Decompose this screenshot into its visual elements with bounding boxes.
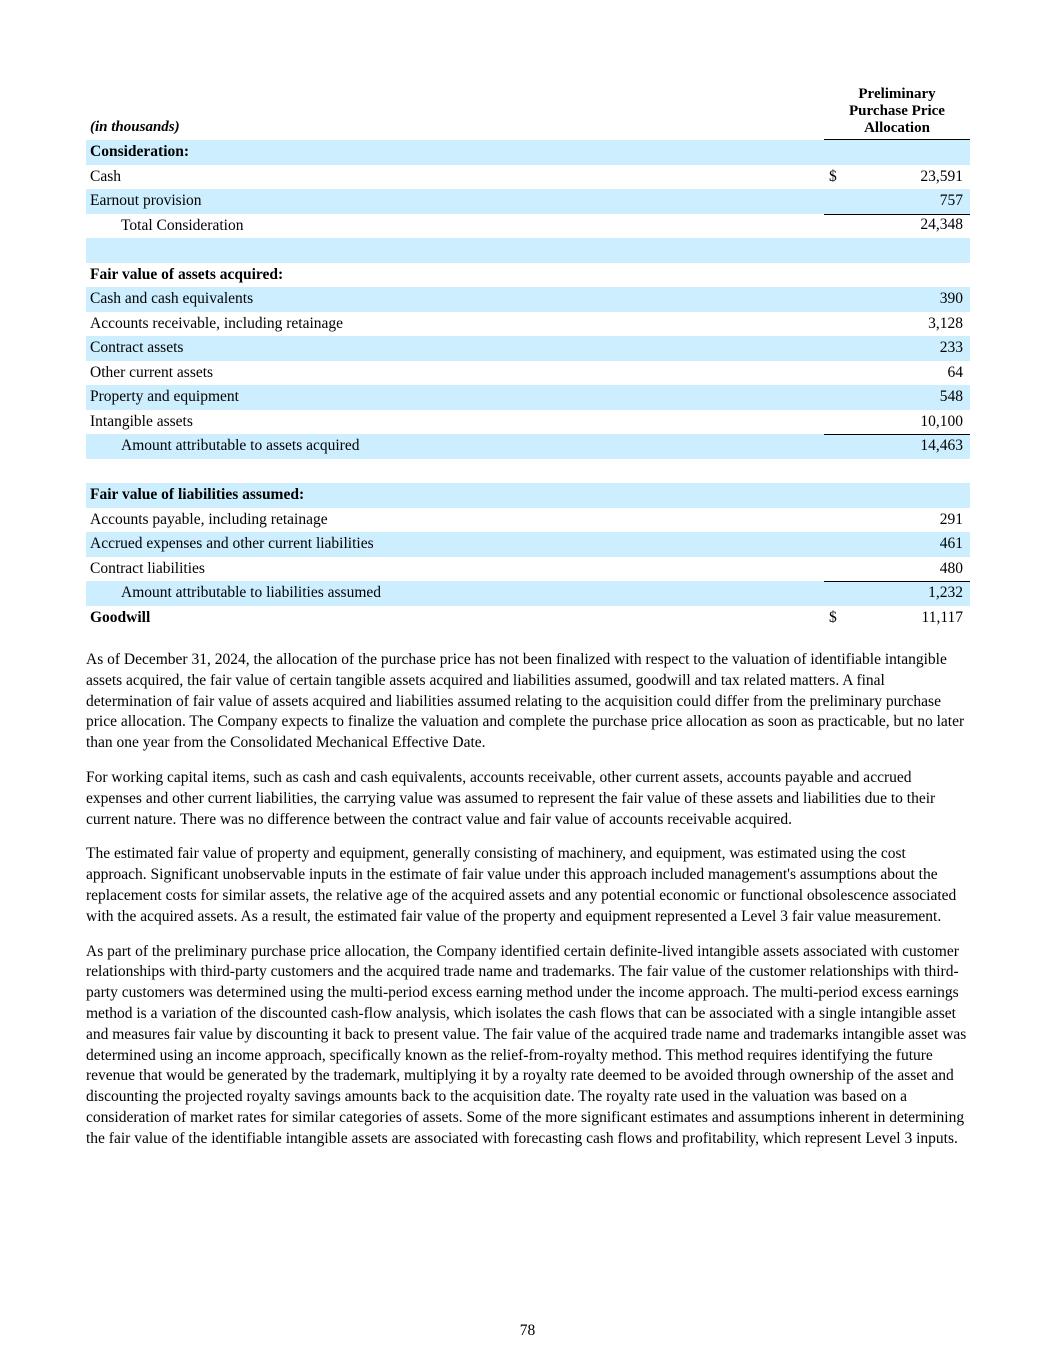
column-header-line: Preliminary bbox=[858, 86, 936, 102]
amount-value: 390 bbox=[939, 290, 963, 307]
table-row bbox=[86, 557, 970, 582]
amount-cell bbox=[824, 361, 970, 386]
row-label: Accounts payable, including retainage bbox=[90, 510, 328, 528]
amount-cell bbox=[824, 336, 970, 361]
amount-cell bbox=[824, 312, 970, 337]
document-page bbox=[86, 80, 970, 1164]
currency-symbol: $ bbox=[829, 167, 837, 185]
row-label: Amount attributable to assets acquired bbox=[121, 437, 360, 454]
table-row bbox=[86, 336, 970, 361]
row-label: Earnout provision bbox=[90, 192, 202, 209]
amount-value: 14,463 bbox=[920, 436, 963, 454]
row-label: Contract assets bbox=[90, 339, 184, 356]
table-row bbox=[86, 238, 970, 263]
amount-cell bbox=[824, 287, 970, 312]
amount-cell bbox=[824, 385, 970, 410]
table-row bbox=[86, 459, 970, 484]
paragraph: As part of the preliminary purchase price allocation, the Company identified certain definite-lived intangible assets associated with customer relationships with third-party customers and the acquired trade name and trademarks. The fair value of the customer relationships with third-party customers was determined using the multi-period excess earning method under the income approach. The multi-period excess earnings method is a variation of the discounted cash-flow analysis, which isolates the cash flows that can be associated with a single intangible asset and measures fair value by discounting it back to present value. The fair value of the acquired trade name and trademarks intangible asset was determined using an income approach, specifically known as the relief-from-royalty method. This method requires identifying the future revenue that would be generated by the trademark, multiplying it by a royalty rate deemed to be avoided through ownership of the asset and discounting the projected royalty savings amounts back to the acquisition date. The royalty rate used in the valuation was based on a consideration of market rates for similar categories of assets. Some of the more significant estimates and assumptions inherent in determining the fair value of the identifiable intangible assets are associated with forecasting cash flows and profitability, which represent Level 3 inputs. bbox=[86, 942, 967, 1147]
amount-cell bbox=[824, 140, 970, 165]
table-row bbox=[86, 214, 970, 239]
table-row bbox=[86, 410, 970, 435]
amount-cell bbox=[824, 410, 970, 435]
amount-value: 10,100 bbox=[920, 412, 963, 430]
row-label: Consideration: bbox=[90, 143, 190, 160]
amount-value: 480 bbox=[939, 559, 963, 577]
paragraph: For working capital items, such as cash and cash equivalents, accounts receivable, other current assets, accounts payable and accrued expenses and other current liabilities, the carrying value was assumed to represent the fair value of these assets and liabilities due to their current nature. There was no difference between the contract value and fair value of accounts receivable acquired. bbox=[86, 768, 936, 828]
row-label: Intangible assets bbox=[90, 412, 193, 430]
table-row bbox=[86, 385, 970, 410]
table-row bbox=[86, 606, 970, 631]
table-row bbox=[86, 532, 970, 557]
amount-value: 548 bbox=[939, 388, 963, 405]
amount-cell bbox=[824, 434, 970, 459]
amount-value: 291 bbox=[939, 510, 963, 528]
amount-value: 461 bbox=[939, 535, 963, 552]
amount-cell bbox=[824, 557, 970, 582]
amount-cell bbox=[824, 581, 970, 606]
notes-text bbox=[86, 650, 970, 1150]
amount-value: 1,232 bbox=[928, 583, 963, 601]
row-label: Fair value of assets acquired: bbox=[90, 265, 284, 283]
page-number: 78 bbox=[519, 1322, 536, 1339]
amount-cell bbox=[824, 238, 970, 263]
amount-value: 757 bbox=[939, 192, 963, 209]
amount-cell bbox=[824, 165, 970, 190]
amount-value: 233 bbox=[939, 339, 963, 356]
amount-value: 64 bbox=[947, 363, 963, 381]
column-header-allocation bbox=[824, 86, 970, 140]
amount-value: 23,591 bbox=[920, 167, 963, 185]
amount-cell bbox=[824, 459, 970, 484]
amount-cell bbox=[824, 263, 970, 288]
paragraph: The estimated fair value of property and equipment, generally consisting of machinery, and equipment, was estimated using the cost approach. Significant unobservable inputs in the estimate of fair value under this approach included management's assumptions about the replacement costs for similar assets, the relative age of the acquired assets and any potential economic or functional obsolescence associated with the acquired assets. As a result, the estimated fair value of the property and equipment represented a Level 3 fair value measurement. bbox=[86, 845, 957, 925]
allocation-table bbox=[86, 140, 970, 630]
table-header bbox=[86, 80, 970, 140]
row-label: Property and equipment bbox=[90, 388, 239, 405]
row-label: Accrued expenses and other current liabilities bbox=[90, 535, 374, 552]
currency-symbol: $ bbox=[829, 608, 837, 626]
amount-cell bbox=[824, 508, 970, 533]
column-header-line: Purchase Price bbox=[849, 103, 945, 119]
amount-value: 24,348 bbox=[920, 216, 963, 233]
row-label: Contract liabilities bbox=[90, 559, 205, 577]
amount-cell bbox=[824, 483, 970, 508]
table-row bbox=[86, 483, 970, 508]
table-row bbox=[86, 361, 970, 386]
amount-cell bbox=[824, 214, 970, 239]
row-label: Goodwill bbox=[90, 608, 151, 626]
table-row bbox=[86, 263, 970, 288]
row-label: Accounts receivable, including retainage bbox=[90, 314, 344, 332]
amount-value: 11,117 bbox=[921, 608, 963, 626]
row-label: Fair value of liabilities assumed: bbox=[90, 486, 305, 503]
amount-cell bbox=[824, 189, 970, 214]
table-row bbox=[86, 165, 970, 190]
amount-cell bbox=[824, 532, 970, 557]
paragraph: As of December 31, 2024, the allocation of the purchase price has not been finalized with respect to the valuation of identifiable intangible assets acquired, the fair value of certain tangible assets acquired and liabilities assumed, goodwill and tax related matters. A final determination of fair value of assets acquired and liabilities assumed relating to the acquisition could differ from the preliminary purchase price allocation. The Company expects to finalize the valuation and complete the purchase price allocation as soon as practicable, but no later than one year from the Consolidated Mechanical Effective Date. bbox=[86, 651, 965, 752]
table-row bbox=[86, 434, 970, 459]
table-row bbox=[86, 508, 970, 533]
column-header-line: Allocation bbox=[864, 120, 930, 136]
row-label: Other current assets bbox=[90, 363, 214, 381]
table-row bbox=[86, 189, 970, 214]
table-row bbox=[86, 287, 970, 312]
row-label: Amount attributable to liabilities assumed bbox=[121, 584, 382, 601]
row-label: Total Consideration bbox=[121, 216, 244, 234]
amount-cell bbox=[824, 606, 970, 631]
row-label: Cash and cash equivalents bbox=[90, 290, 254, 307]
amount-value: 3,128 bbox=[928, 314, 963, 332]
units-label: (in thousands) bbox=[90, 119, 180, 135]
row-label: Cash bbox=[90, 167, 121, 185]
table-row bbox=[86, 140, 970, 165]
table-row bbox=[86, 581, 970, 606]
table-row bbox=[86, 312, 970, 337]
